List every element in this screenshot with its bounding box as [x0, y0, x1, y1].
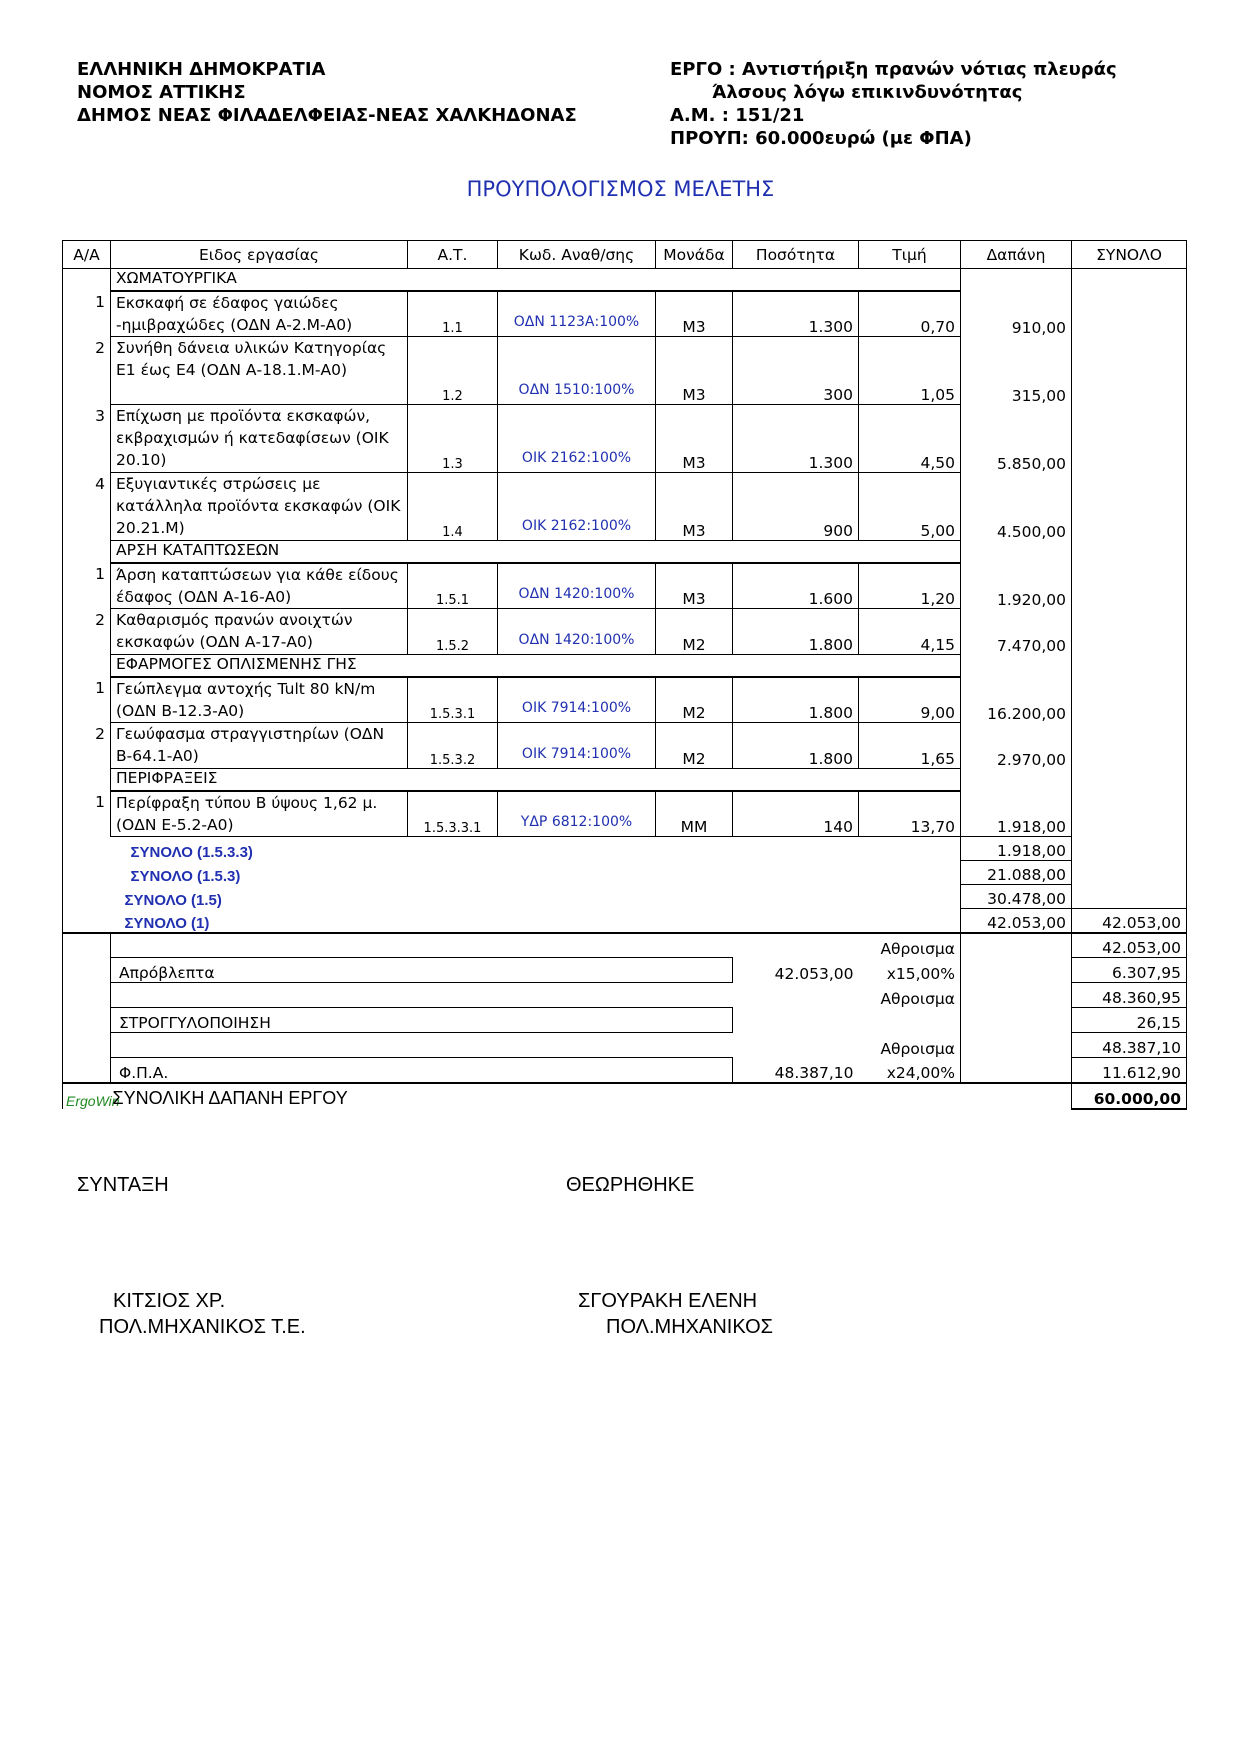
item-number: 1 [63, 563, 111, 609]
sum-row [63, 983, 1187, 1008]
software-label: ErgoWin [63, 1083, 111, 1109]
table-row [63, 405, 1187, 473]
project-block [670, 58, 1117, 150]
spacer-cell [408, 933, 859, 958]
item-price: 1,65 [859, 723, 961, 769]
section-title: ΠΕΡΙΦΡΑΞΕΙΣ [111, 769, 961, 791]
item-description: Επίχωση με προϊόντα εκσκαφών, εκβραχισμών ή κατεδαφίσεων (ΟΙΚ 20.10) [111, 405, 408, 473]
item-price: 5,00 [859, 473, 961, 541]
item-quantity: 1.300 [733, 291, 859, 337]
item-quantity: 1.600 [733, 563, 859, 609]
signature-left-role: ΠΟΛ.ΜΗΧΑΝΙΚΟΣ Τ.Ε. [99, 1316, 306, 1338]
item-unit: Μ3 [656, 473, 733, 541]
total-cell [1072, 563, 1187, 609]
sum-label: Αθροισμα [859, 933, 961, 958]
subtotal-row [63, 885, 1187, 909]
issuer-line-2: ΝΟΜΟΣ ΑΤΤΙΚΗΣ [77, 82, 246, 103]
aa-cell [63, 541, 111, 563]
total-cell [1072, 791, 1187, 837]
total-cell [1072, 609, 1187, 655]
sum-row [63, 1033, 1187, 1058]
section-header-row [63, 269, 1187, 291]
col-header-price: Τιμή [859, 241, 961, 269]
subtotal-label: ΣΥΝΟΛΟ (1.5.3.3) [130, 843, 253, 861]
item-cost: 7.470,00 [961, 609, 1072, 655]
item-price: 1,20 [859, 563, 961, 609]
item-price: 0,70 [859, 291, 961, 337]
item-cost: 4.500,00 [961, 473, 1072, 541]
aa-cell [63, 837, 111, 861]
item-description: Γεώπλεγμα αντοχής Tult 80 kN/m (ΟΔΝ Β-12.3-Α0) [111, 677, 408, 723]
signature-left-title: ΣΥΝΤΑΞΗ [77, 1174, 169, 1196]
signature-right-name: ΣΓΟΥΡΑΚΗ ΕΛΕΝΗ [578, 1290, 758, 1312]
subtotal-total [1072, 837, 1187, 861]
item-code: ΥΔΡ 6812:100% [498, 791, 656, 837]
item-at: 1.5.3.3.1 [408, 791, 498, 837]
item-code: ΟΔΝ 1510:100% [498, 337, 656, 405]
item-code: ΟΙΚ 2162:100% [498, 405, 656, 473]
col-header-aa: Α/Α [63, 241, 111, 269]
sum-label: Αθροισμα [880, 1039, 955, 1058]
cost-cell [961, 1008, 1072, 1033]
item-number: 3 [63, 405, 111, 473]
subtotal-row [63, 861, 1187, 885]
item-quantity: 900 [733, 473, 859, 541]
cost-cell [961, 541, 1072, 563]
vat-row-value: 11.612,90 [1072, 1058, 1187, 1083]
item-cost: 16.200,00 [961, 677, 1072, 723]
total-cell [1072, 405, 1187, 473]
unforeseen-row-rate: x15,00% [886, 964, 955, 983]
total-cell [1072, 337, 1187, 405]
col-header-at: Α.Τ. [408, 241, 498, 269]
item-at: 1.5.3.2 [408, 723, 498, 769]
page-title: ΠΡΟΥΠΟΛΟΓΙΣΜΟΣ ΜΕΛΕΤΗΣ [466, 177, 775, 201]
item-at: 1.1 [408, 291, 498, 337]
spacer-cell [111, 933, 408, 958]
item-unit: Μ2 [656, 723, 733, 769]
section-header-row [63, 769, 1187, 791]
aa-cell [63, 269, 111, 291]
grand-total-label: ΣΥΝΟΛΙΚΗ ΔΑΠΑΝΗ ΕΡΓΟΥ [111, 1083, 1072, 1109]
project-am: Α.Μ. : 151/21 [670, 105, 805, 126]
aa-cell [63, 1033, 111, 1058]
rounding-row [63, 1008, 1187, 1033]
subtotal-row [63, 837, 1187, 861]
item-at: 1.5.2 [408, 609, 498, 655]
subtotal-label: ΣΥΝΟΛΟ (1.5.3) [130, 867, 241, 885]
item-code: ΟΔΝ 1420:100% [498, 563, 656, 609]
total-cell [1072, 655, 1187, 677]
table-header-row [63, 241, 1187, 269]
total-cell [1072, 291, 1187, 337]
vat-row [63, 1058, 1187, 1083]
project-title-line-2: Άλσους λόγω επικινδυνότητας [712, 82, 1023, 103]
cost-cell [961, 655, 1072, 677]
item-description: Καθαρισμός πρανών ανοιχτών εκσκαφών (ΟΔΝ Α-17-Α0) [111, 609, 408, 655]
subtotal-row [63, 909, 1187, 933]
item-code: ΟΙΚ 7914:100% [498, 677, 656, 723]
item-number: 1 [63, 791, 111, 837]
total-cell [1072, 269, 1187, 291]
section-title: ΑΡΣΗ ΚΑΤΑΠΤΩΣΕΩΝ [111, 541, 961, 563]
budget-table [62, 240, 1187, 1110]
item-unit: Μ3 [656, 291, 733, 337]
cost-cell [961, 983, 1072, 1008]
issuer-line-1: ΕΛΛΗΝΙΚΗ ΔΗΜΟΚΡΑΤΙΑ [77, 59, 326, 80]
item-description: Συνήθη δάνεια υλικών Κατηγορίας Ε1 έως Ε4 (ΟΔΝ Α-18.1.Μ-Α0) [111, 337, 408, 405]
item-price: 1,05 [859, 337, 961, 405]
spacer-cell [408, 983, 859, 1008]
item-code: ΟΔΝ 1123Α:100% [498, 291, 656, 337]
aa-cell [63, 655, 111, 677]
item-cost: 2.970,00 [961, 723, 1072, 769]
item-code: ΟΙΚ 7914:100% [498, 723, 656, 769]
subtotal-cost: 30.478,00 [961, 885, 1072, 909]
signature-right-title: ΘΕΩΡΗΘΗΚΕ [566, 1174, 695, 1196]
total-cell [1072, 541, 1187, 563]
unforeseen-row [63, 958, 1187, 983]
item-number: 1 [63, 291, 111, 337]
section-title: ΕΦΑΡΜΟΓΕΣ ΟΠΛΙΣΜΕΝΗΣ ΓΗΣ [111, 655, 961, 677]
aa-cell [63, 1008, 111, 1033]
item-at: 1.5.1 [408, 563, 498, 609]
aa-cell [63, 983, 111, 1008]
item-cost: 315,00 [961, 337, 1072, 405]
subtotal-label: ΣΥΝΟΛΟ (1) [124, 914, 210, 932]
project-budget: ΠΡΟΥΠ: 60.000ευρώ (με ΦΠΑ) [670, 128, 972, 149]
aa-cell [63, 861, 111, 885]
table-row [63, 473, 1187, 541]
item-price: 4,15 [859, 609, 961, 655]
col-header-code: Κωδ. Αναθ/σης [498, 241, 656, 269]
unforeseen-row-value: 6.307,95 [1072, 958, 1187, 983]
item-description: Εξυγιαντικές στρώσεις με κατάλληλα προϊόντα εκσκαφών (ΟΙΚ 20.21.Μ) [111, 473, 408, 541]
signature-right-role: ΠΟΛ.ΜΗΧΑΝΙΚΟΣ [606, 1316, 773, 1338]
item-cost: 1.918,00 [961, 791, 1072, 837]
aa-cell [63, 1058, 111, 1083]
aa-cell [63, 933, 111, 958]
section-title: ΧΩΜΑΤΟΥΡΓΙΚΑ [111, 269, 961, 291]
sum-row [63, 933, 1187, 958]
unforeseen-row-label: Απρόβλεπτα [111, 958, 733, 983]
subtotal-cost: 21.088,00 [961, 861, 1072, 885]
col-header-unit: Μονάδα [656, 241, 733, 269]
item-unit: Μ3 [656, 337, 733, 405]
item-price: 4,50 [859, 405, 961, 473]
item-at: 1.3 [408, 405, 498, 473]
item-description: Άρση καταπτώσεων για κάθε είδους έδαφος (ΟΔΝ Α-16-Α0) [111, 563, 408, 609]
item-description: Εκσκαφή σε έδαφος γαιώδες -ημιβραχώδες (ΟΔΝ Α-2.Μ-Α0) [111, 291, 408, 337]
total-cell [1072, 769, 1187, 791]
item-quantity: 140 [733, 791, 859, 837]
aa-cell [63, 958, 111, 983]
item-quantity: 300 [733, 337, 859, 405]
rounding-label: ΣΤΡΟΓΓΥΛΟΠΟΙΗΣΗ [111, 1008, 733, 1033]
signature-left-name: ΚΙΤΣΙΟΣ ΧΡ. [113, 1290, 226, 1312]
sum-value: 48.360,95 [1072, 983, 1187, 1008]
section-header-row [63, 541, 1187, 563]
item-unit: ΜΜ [656, 791, 733, 837]
table-row [63, 723, 1187, 769]
unforeseen-row-base: 42.053,00 [774, 964, 854, 983]
cost-cell [961, 269, 1072, 291]
cost-cell [961, 933, 1072, 958]
item-cost: 5.850,00 [961, 405, 1072, 473]
aa-cell [63, 909, 111, 933]
table-row [63, 791, 1187, 837]
col-header-qty: Ποσότητα [733, 241, 859, 269]
item-quantity: 1.300 [733, 405, 859, 473]
total-cell [1072, 677, 1187, 723]
cost-cell [961, 958, 1072, 983]
item-at: 1.2 [408, 337, 498, 405]
item-code: ΟΙΚ 2162:100% [498, 473, 656, 541]
grand-total-value: 60.000,00 [1072, 1083, 1187, 1109]
subtotal-total [1072, 885, 1187, 909]
table-row [63, 677, 1187, 723]
item-number: 2 [63, 723, 111, 769]
col-header-desc: Ειδος εργασίας [111, 241, 408, 269]
vat-row-base: 48.387,10 [774, 1063, 854, 1082]
rounding-value: 26,15 [1072, 1008, 1187, 1033]
item-unit: Μ3 [656, 563, 733, 609]
item-unit: Μ3 [656, 405, 733, 473]
item-unit: Μ2 [656, 677, 733, 723]
item-cost: 1.920,00 [961, 563, 1072, 609]
col-header-total: ΣΥΝΟΛΟ [1072, 241, 1187, 269]
item-at: 1.5.3.1 [408, 677, 498, 723]
cost-cell [961, 1058, 1072, 1083]
table-row [63, 563, 1187, 609]
issuer-line-3: ΔΗΜΟΣ ΝΕΑΣ ΦΙΛΑΔΕΛΦΕΙΑΣ-ΝΕΑΣ ΧΑΛΚΗΔΟΝΑΣ [77, 105, 577, 126]
subtotal-total [1072, 861, 1187, 885]
item-at: 1.4 [408, 473, 498, 541]
item-number: 2 [63, 609, 111, 655]
sum-label: Αθροισμα [880, 989, 955, 1008]
table-row [63, 291, 1187, 337]
aa-cell [63, 885, 111, 909]
grand-total-row [63, 1083, 1187, 1109]
subtotal-label: ΣΥΝΟΛΟ (1.5) [124, 891, 222, 909]
item-price: 13,70 [859, 791, 961, 837]
table-row [63, 337, 1187, 405]
item-description: Περίφραξη τύπου Β ύψους 1,62 μ. (ΟΔΝ Ε-5.2-Α0) [111, 791, 408, 837]
item-quantity: 1.800 [733, 677, 859, 723]
item-number: 4 [63, 473, 111, 541]
item-cost: 910,00 [961, 291, 1072, 337]
spacer-cell [733, 1008, 961, 1033]
table-row [63, 609, 1187, 655]
sum-value: 48.387,10 [1072, 1033, 1187, 1058]
vat-row-label: Φ.Π.Α. [111, 1058, 733, 1083]
issuer-block [77, 58, 577, 127]
item-quantity: 1.800 [733, 609, 859, 655]
cost-cell [961, 1033, 1072, 1058]
subtotal-cost: 42.053,00 [961, 909, 1072, 933]
cost-cell [961, 769, 1072, 791]
item-number: 2 [63, 337, 111, 405]
item-unit: Μ2 [656, 609, 733, 655]
project-title-line-1: ΕΡΓΟ : Αντιστήριξη πρανών νότιας πλευράς [670, 59, 1117, 80]
spacer-cell [111, 1033, 408, 1058]
col-header-cost: Δαπάνη [961, 241, 1072, 269]
item-code: ΟΔΝ 1420:100% [498, 609, 656, 655]
item-price: 9,00 [859, 677, 961, 723]
item-quantity: 1.800 [733, 723, 859, 769]
subtotal-total: 42.053,00 [1072, 909, 1187, 933]
spacer-cell [408, 1033, 859, 1058]
total-cell [1072, 723, 1187, 769]
section-header-row [63, 655, 1187, 677]
aa-cell [63, 769, 111, 791]
subtotal-cost: 1.918,00 [961, 837, 1072, 861]
item-description: Γεωύφασμα στραγγιστηρίων (ΟΔΝ Β-64.1-Α0) [111, 723, 408, 769]
spacer-cell [111, 983, 408, 1008]
total-cell [1072, 473, 1187, 541]
item-number: 1 [63, 677, 111, 723]
vat-row-rate: x24,00% [886, 1063, 955, 1082]
sum-value: 42.053,00 [1072, 933, 1187, 958]
